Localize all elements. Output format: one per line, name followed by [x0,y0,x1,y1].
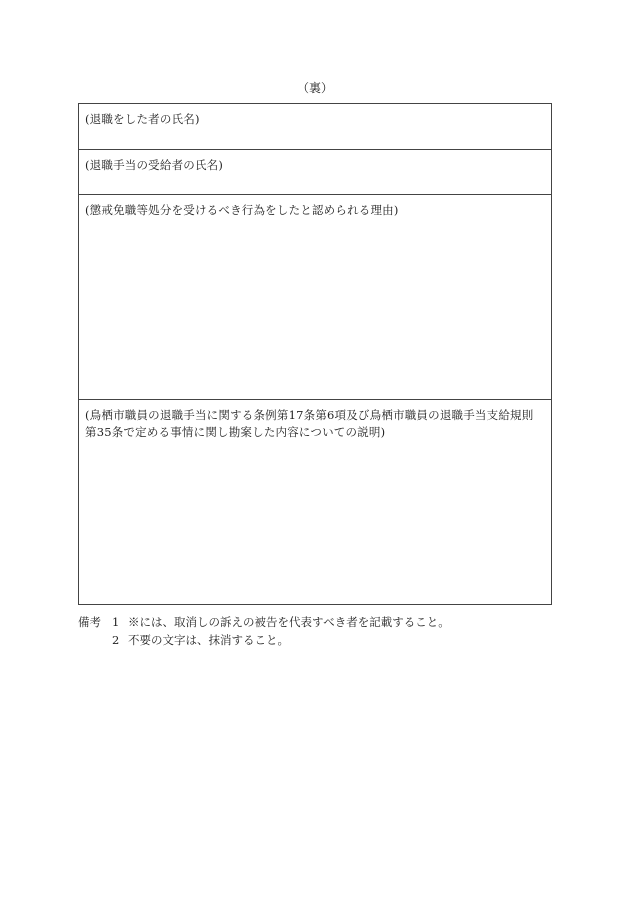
retiree-name-label: (退職をした者の氏名) [85,112,200,126]
circumstances-explanation-row[interactable] [79,400,551,604]
recipient-name-row[interactable] [79,150,551,195]
remarks-section [78,613,558,649]
remark-number: 2 [112,633,120,647]
disciplinary-reason-label: (懲戒免職等処分を受けるべき行為をしたと認められる理由) [85,203,399,217]
circumstances-explanation-label: (鳥栖市職員の退職手当に関する条例第17条第6項及び鳥栖市職員の退職手当支給規則第35条で定める事情に関し勘案した内容についての説明) [85,408,534,439]
remark-text: 不要の文字は、抹消すること。 [128,633,289,647]
page-side-label: （裏） [296,81,333,95]
disciplinary-reason-row[interactable] [79,195,551,400]
form-table [78,103,552,605]
recipient-name-label: (退職手当の受給者の氏名) [85,158,224,172]
remark-item [78,631,558,649]
retiree-name-row[interactable] [79,104,551,150]
remark-text: ※には、取消しの訴えの被告を代表すべき者を記載すること。 [128,615,450,629]
remark-item [78,613,558,631]
remark-number: 1 [112,615,120,629]
remarks-heading: 備考 [78,615,101,629]
